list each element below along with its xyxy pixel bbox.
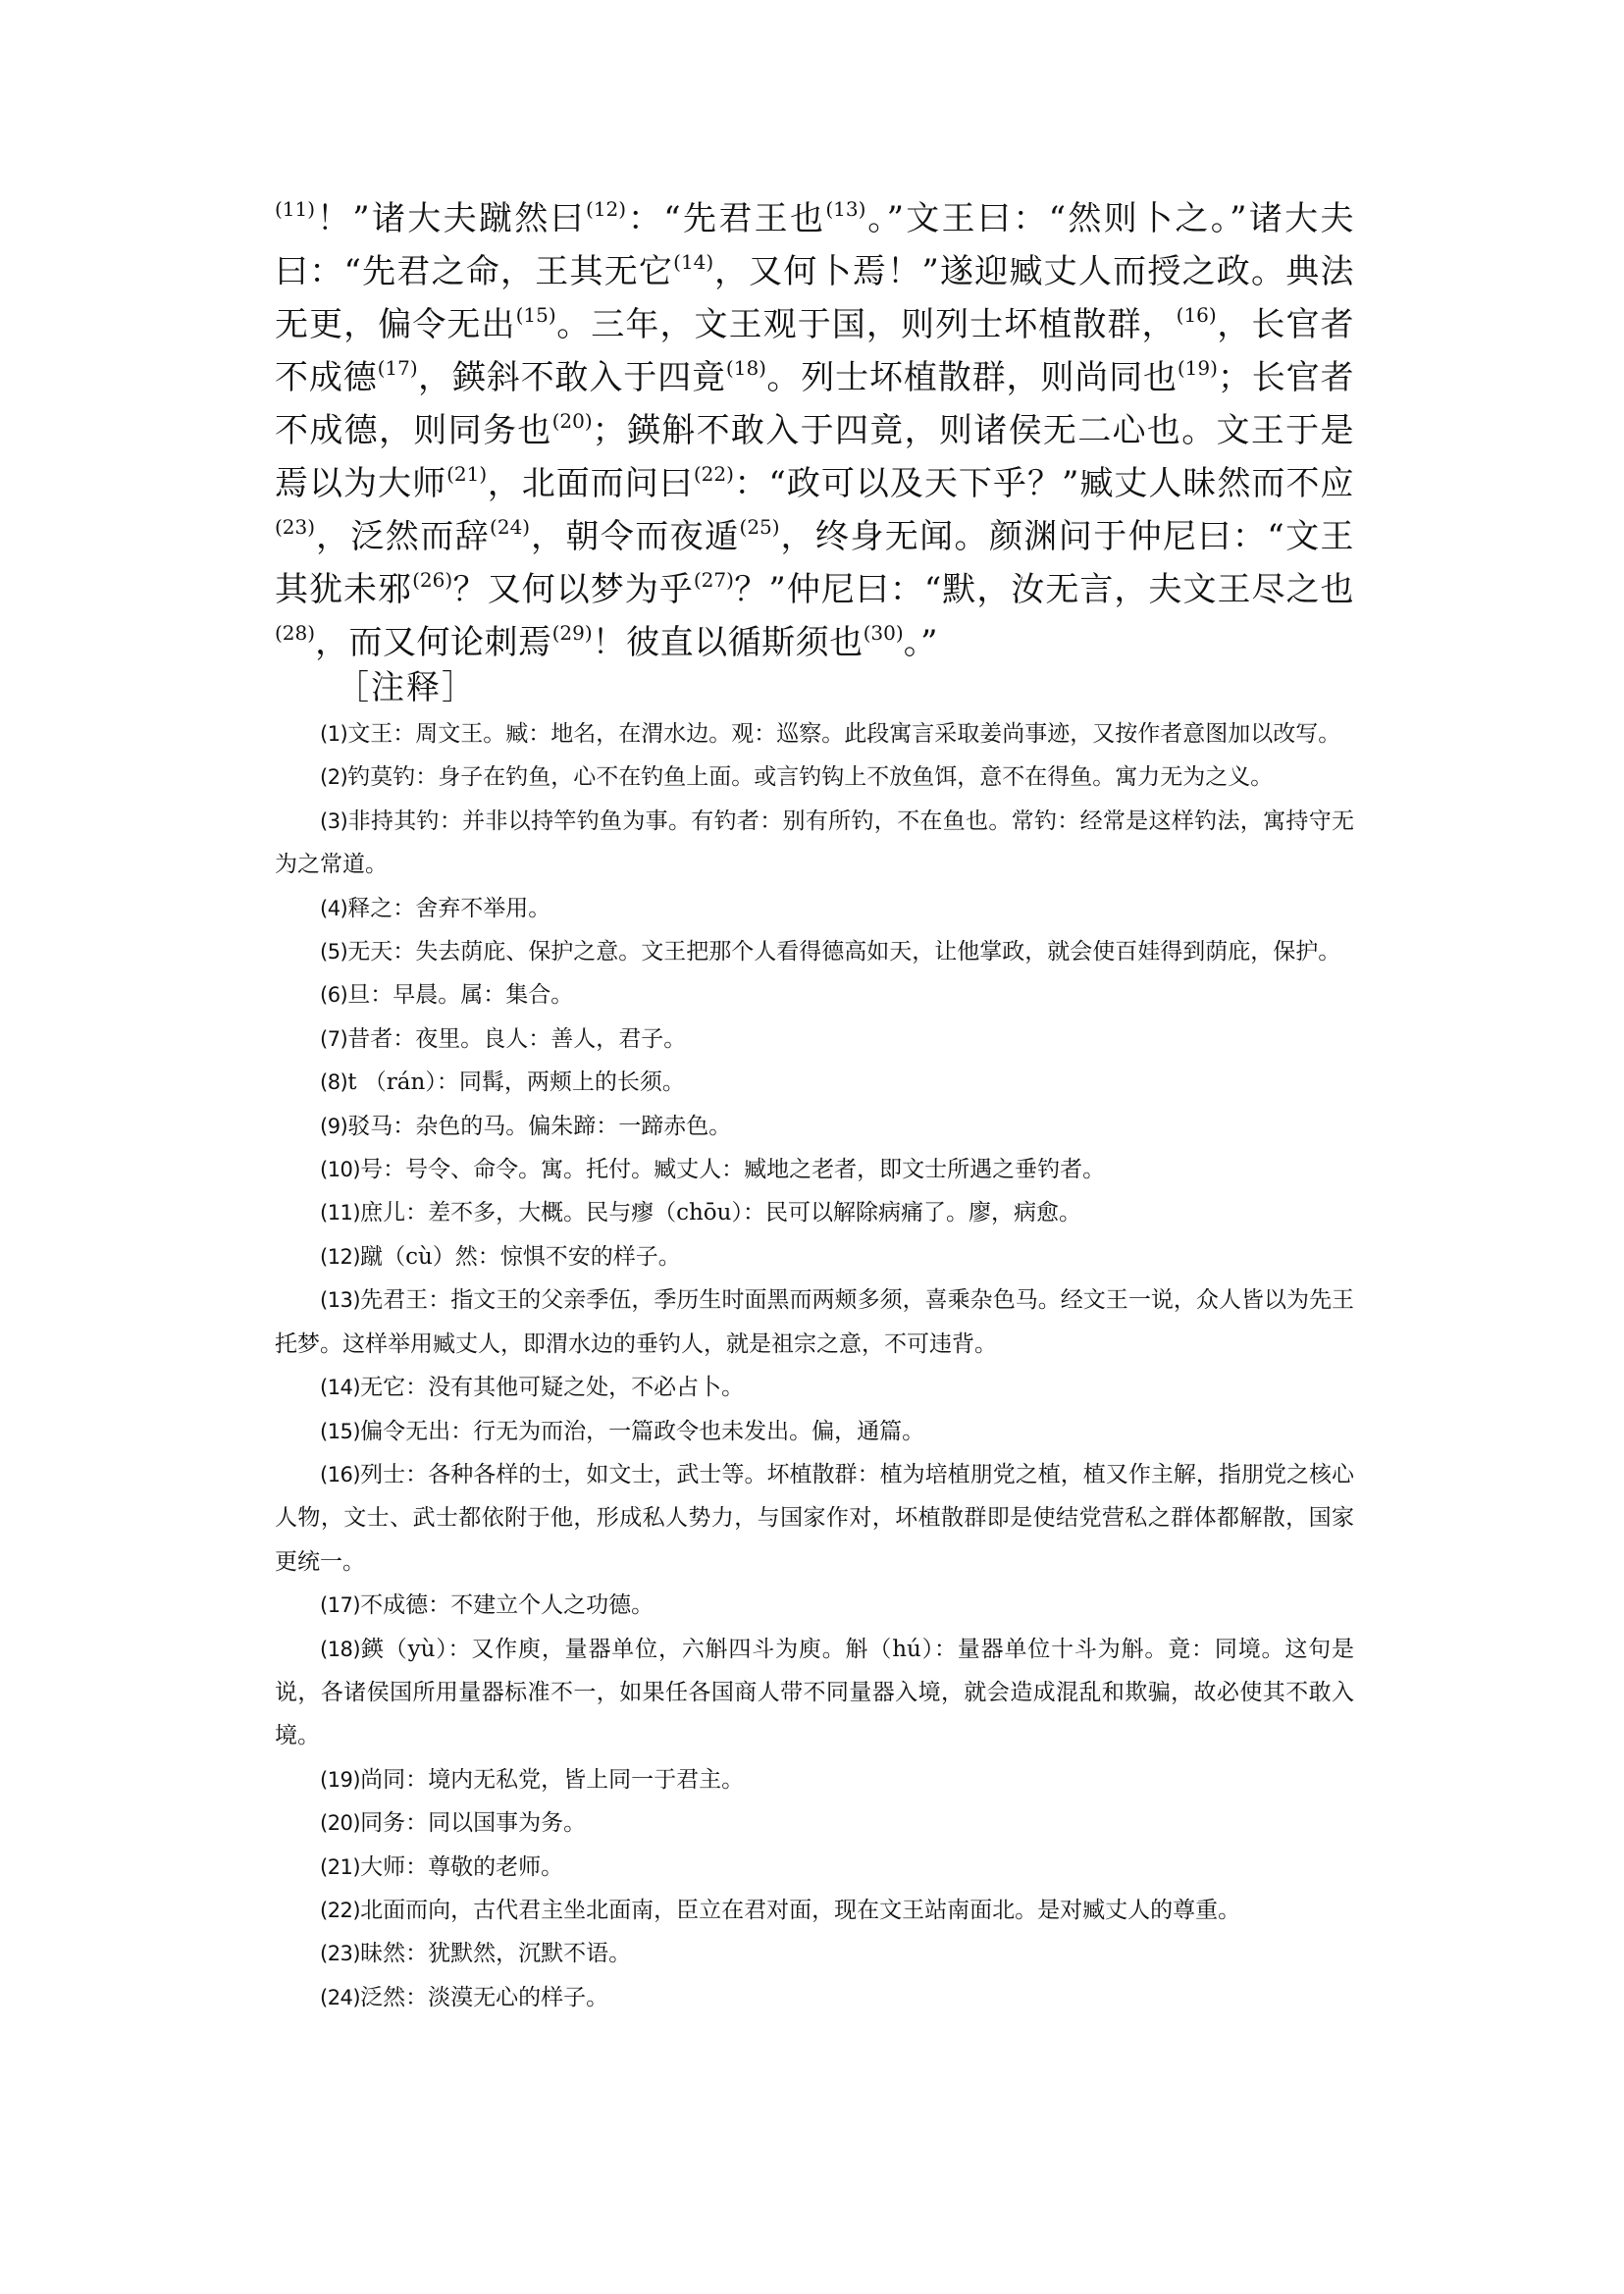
note-text: 大师：尊敬的老师。 xyxy=(360,1853,564,1880)
note-item xyxy=(275,1846,1354,1889)
note-text: 尚同：境内无私党，皆上同一于君主。 xyxy=(360,1766,745,1793)
note-item xyxy=(275,1410,1354,1453)
note-number: (23) xyxy=(320,1942,361,1966)
note-number: (12) xyxy=(320,1244,361,1269)
note-item xyxy=(275,712,1354,756)
note-number: (6) xyxy=(320,983,348,1008)
note-item xyxy=(275,1017,1354,1061)
note-ref: (17) xyxy=(377,356,418,380)
text-run: ，北面而问曰 xyxy=(487,464,694,503)
note-text: 昔者：夜里。良人：善人，君子。 xyxy=(347,1025,687,1052)
note-item xyxy=(275,1932,1354,1975)
note-text: 旦：早晨。属：集合。 xyxy=(347,982,574,1009)
note-number: (9) xyxy=(320,1114,348,1138)
note-text: 庶儿：差不多，大概。民与瘳（chōu）：民可以解除病痛了。廖，病愈。 xyxy=(360,1200,1081,1226)
text-run: ，长官者不成德 xyxy=(275,305,1355,397)
note-text: 文王：周文王。臧：地名，在渭水边。观：巡察。此段寓言采取姜尚事迹，又按作者意图加以改写。 xyxy=(347,721,1341,747)
note-text: 不成德：不建立个人之功德。 xyxy=(360,1592,655,1619)
notes-list xyxy=(275,712,1354,2019)
note-ref: (30) xyxy=(863,621,904,645)
note-ref: (13) xyxy=(825,197,866,221)
text-run: ！彼直以循斯须也 xyxy=(592,623,864,662)
note-number: (14) xyxy=(320,1376,361,1400)
note-text: 非持其钓：并非以持竿钓鱼为事。有钓者：别有所钓，不在鱼也。常钓：经常是这样钓法，寓持守无为之常道。 xyxy=(275,808,1354,878)
note-text: 偏令无出：行无为而治，一篇政令也未发出。偏，通篇。 xyxy=(360,1418,925,1444)
note-ref: (16) xyxy=(1176,303,1217,327)
note-ref: (20) xyxy=(551,409,593,433)
text-run: ：“先君王也 xyxy=(626,199,826,238)
note-item xyxy=(275,1278,1354,1366)
main-text-paragraph xyxy=(275,194,1354,671)
note-item xyxy=(275,1758,1354,1801)
note-text: 释之：舍弃不举用。 xyxy=(347,895,551,921)
note-item xyxy=(275,973,1354,1017)
text-run: 。”文王曰：“然则卜之。”诸大夫曰：“先君之命，王其无它 xyxy=(275,199,1354,291)
note-item xyxy=(275,1235,1354,1278)
note-text: 蹴（cù）然：惊惧不安的样子。 xyxy=(360,1243,681,1270)
note-text: 钓莫钓：身子在钓鱼，心不在钓鱼上面。或言钓钩上不放鱼饵，意不在得鱼。寓力无为之义。 xyxy=(347,764,1274,791)
note-item xyxy=(275,800,1354,887)
note-ref: (28) xyxy=(275,621,316,645)
note-number: (18) xyxy=(320,1637,361,1661)
text-run: ，朝令而夜遁 xyxy=(530,517,740,556)
note-text: 昧然：犹默然，沉默不语。 xyxy=(360,1941,632,1967)
note-ref: (25) xyxy=(739,515,780,539)
text-run: 。列士坏植散群，则尚同也 xyxy=(765,358,1178,397)
text-run: ，又何卜焉！”遂迎臧丈人而授之政。典法无更，偏令无出 xyxy=(275,252,1354,344)
note-item xyxy=(275,1801,1354,1845)
text-run: ？又何以梦为乎 xyxy=(452,570,694,609)
note-number: (3) xyxy=(320,808,348,833)
note-text: 无它：没有其他可疑之处，不必占卜。 xyxy=(360,1375,745,1401)
note-text: 泛然：淡漠无心的样子。 xyxy=(360,1984,609,2010)
note-number: (4) xyxy=(320,896,348,920)
note-ref: (11) xyxy=(275,197,316,221)
note-text: t （rán）：同髯，两颊上的长须。 xyxy=(347,1069,685,1096)
note-item xyxy=(275,1584,1354,1627)
text-run: ；鍈斛不敢入于四竟，则诸侯无二心也。文王于是焉以为大师 xyxy=(275,411,1355,503)
note-ref: (19) xyxy=(1177,356,1218,380)
note-text: 列士：各种各样的士，如文士，武士等。坏植散群：植为培植朋党之植，植又作主解，指朋党之核心人物，文士、武士都依附于他，形成私人势力，与国家作对，坏植散群即是使结党营私之群体都解散，国家更统一。 xyxy=(275,1461,1354,1575)
note-text: 北面而向，古代君主坐北面南，臣立在君对面，现在文王站南面北。是对臧丈人的尊重。 xyxy=(360,1897,1241,1923)
note-item xyxy=(275,930,1354,973)
note-ref: (12) xyxy=(586,197,627,221)
note-item xyxy=(275,1628,1354,1758)
note-item xyxy=(275,1366,1354,1409)
text-run: 。三年，文王观于国，则列士坏植散群， xyxy=(555,305,1177,344)
note-ref: (26) xyxy=(412,568,453,592)
notes-heading: ［注释］ xyxy=(336,668,477,707)
note-ref: (23) xyxy=(275,515,316,539)
note-number: (8) xyxy=(320,1070,348,1095)
note-ref: (15) xyxy=(515,303,556,327)
note-ref: (27) xyxy=(693,568,734,592)
text-run: ？”仲尼曰：“默，汝无言，夫文王尽之也 xyxy=(733,570,1355,609)
note-item xyxy=(275,1061,1354,1104)
note-text: 驳马：杂色的马。偏朱蹄：一蹄赤色。 xyxy=(347,1113,732,1139)
note-number: (2) xyxy=(320,765,348,790)
note-number: (1) xyxy=(320,722,348,746)
note-number: (7) xyxy=(320,1026,348,1051)
text-run: ，而又何论刺焉 xyxy=(315,623,552,662)
note-item xyxy=(275,1889,1354,1932)
note-number: (24) xyxy=(320,1985,361,2009)
note-item xyxy=(275,1148,1354,1191)
note-text: 无天：失去荫庇、保护之意。文王把那个人看得德高如天，让他掌政，就会使百娃得到荫庇，保护。 xyxy=(347,939,1341,965)
text-run: ：“政可以及天下乎？”臧丈人昧然而不应 xyxy=(733,464,1355,503)
text-run: ，鍈斜不敢入于四竟 xyxy=(417,358,726,397)
note-text: 先君王：指文王的父亲季伍，季历生时面黑而两颊多须，喜乘杂色马。经文王一说，众人皆以为先王托梦。这样举用臧丈人，即渭水边的垂钓人，就是祖宗之意，不可违背。 xyxy=(275,1287,1354,1357)
note-number: (19) xyxy=(320,1767,361,1792)
note-number: (22) xyxy=(320,1898,361,1922)
note-number: (11) xyxy=(320,1201,361,1225)
note-number: (21) xyxy=(320,1854,361,1879)
note-item xyxy=(275,1105,1354,1148)
text-run: ，终身无闻。颜渊问于仲尼曰：“文王其犹未邪 xyxy=(275,517,1354,609)
note-number: (5) xyxy=(320,940,348,965)
note-number: (10) xyxy=(320,1158,361,1182)
note-number: (15) xyxy=(320,1419,361,1443)
note-text: 号：号令、命令。寓。托付。臧丈人：臧地之老者，即文士所遇之垂钓者。 xyxy=(360,1157,1106,1183)
note-number: (13) xyxy=(320,1288,361,1313)
note-text: 鍈（yù）：又作庾，量器单位，六斛四斗为庾。斛（hú）：量器单位十斗为斛。竟：同境。这句是说，各诸侯国所用量器标准不一，如果任各国商人带不同量器入境，就会造成混乱和欺骗，故必使其不敢入境。 xyxy=(275,1636,1354,1749)
note-item xyxy=(275,756,1354,799)
note-number: (16) xyxy=(320,1462,361,1486)
note-number: (17) xyxy=(320,1593,361,1618)
note-item xyxy=(275,1453,1354,1584)
text-run: ！”诸大夫蹴然曰 xyxy=(315,199,587,238)
note-ref: (21) xyxy=(446,462,488,486)
note-item xyxy=(275,1191,1354,1234)
text-run: ；长官者不成德，则同务也 xyxy=(275,358,1355,450)
note-item xyxy=(275,887,1354,930)
note-text: 同务：同以国事为务。 xyxy=(360,1810,587,1837)
note-ref: (22) xyxy=(693,462,734,486)
note-ref: (18) xyxy=(725,356,766,380)
note-ref: (24) xyxy=(490,515,531,539)
note-item xyxy=(275,1976,1354,2019)
text-run: ，泛然而辞 xyxy=(315,517,491,556)
note-number: (20) xyxy=(320,1811,361,1836)
note-ref: (14) xyxy=(673,250,714,274)
text-run: 。” xyxy=(903,623,939,662)
note-ref: (29) xyxy=(551,621,593,645)
